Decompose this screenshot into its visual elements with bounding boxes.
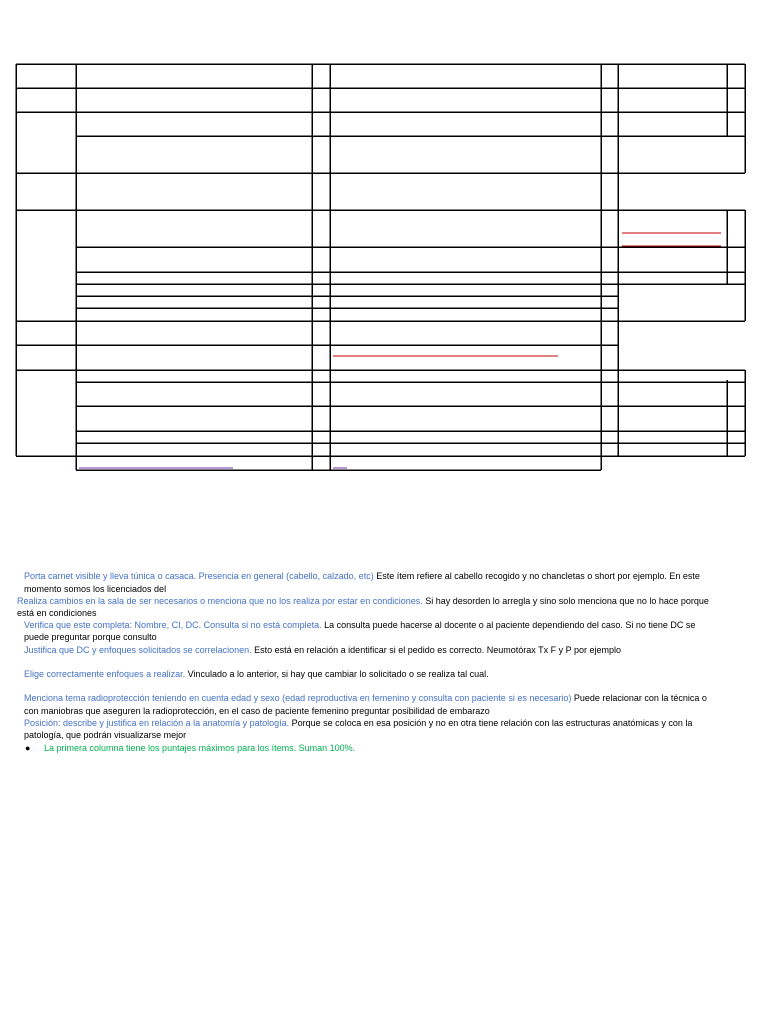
- note-line-10: [24, 705, 490, 717]
- explanation-text: con maniobras que aseguren la radioprotección, en el caso de paciente femenino preguntar posibilidad de embarazo: [24, 706, 490, 716]
- note-line-11: [24, 717, 692, 729]
- criterion-text: Menciona tema radioprotección teniendo en cuenta edad y sexo (edad reproductiva en femenino y consulta con paciente si es necesario): [24, 693, 572, 703]
- note-line-4: [17, 607, 97, 619]
- explanation-text: puede preguntar porque consulto: [24, 632, 157, 642]
- evaluation-grid: [0, 0, 768, 480]
- explanation-text: Vinculado a lo anterior, si hay que cambiar lo solicitado o se realiza tal cual.: [185, 669, 489, 679]
- explanation-text: momento somos los licenciados del: [24, 584, 167, 594]
- explanation-text: Esto está en relación a identificar si el pedido es correcto. Neumotórax Tx F y P por ejemplo: [251, 645, 621, 655]
- explanation-text: Este ítem refiere al cabello recogido y no chancletas o short por ejemplo. En este: [373, 571, 700, 581]
- note-line-12: [24, 729, 186, 741]
- explanation-text: está en condiciones: [17, 608, 97, 618]
- note-line-7: [24, 644, 621, 656]
- note-line-6: [24, 631, 157, 643]
- explanation-text: Porque se coloca en esa posición y no en otra tiene relación con las estructuras anatómicas y con la: [289, 718, 693, 728]
- criterion-text: Porta carnet visible y lleva túnica o casaca. Presencia en general (cabello, calzado, etc): [24, 571, 374, 581]
- criterion-text: Verifica que este completa: Nombre, CI, DC. Consulta si no está completa.: [24, 620, 322, 630]
- explanation-text: Si hay desorden lo arregla y sino solo menciona que no lo hace porque: [422, 596, 709, 606]
- explanation-text: Puede relacionar con la técnica o: [571, 693, 707, 703]
- explanation-text: patología, que podrán visualizarse mejor: [24, 730, 187, 740]
- criterion-text: Posición: describe y justifica en relación a la anatomía y patología.: [24, 718, 290, 728]
- note-line-8: [24, 668, 489, 680]
- bullet-dot-icon: ●: [25, 743, 31, 753]
- note-line-2: [24, 583, 166, 595]
- note-line-1: [24, 570, 700, 582]
- note-line-3: [17, 595, 709, 607]
- criterion-text: Elige correctamente enfoques a realizar.: [24, 669, 186, 679]
- note-line-9: [24, 692, 707, 704]
- bullet-note: La primera columna tiene los puntajes máximos para los ítems. Suman 100%.: [44, 743, 356, 753]
- explanation-text: La consulta puede hacerse al docente o al paciente dependiendo del caso. Si no tiene DC se: [321, 620, 696, 630]
- criterion-text: Justifica que DC y enfoques solicitados se correlacionen.: [24, 645, 252, 655]
- note-line-5: [24, 619, 695, 631]
- criterion-text: Realiza cambios en la sala de ser necesarios o menciona que no los realiza por estar en condiciones.: [17, 596, 423, 606]
